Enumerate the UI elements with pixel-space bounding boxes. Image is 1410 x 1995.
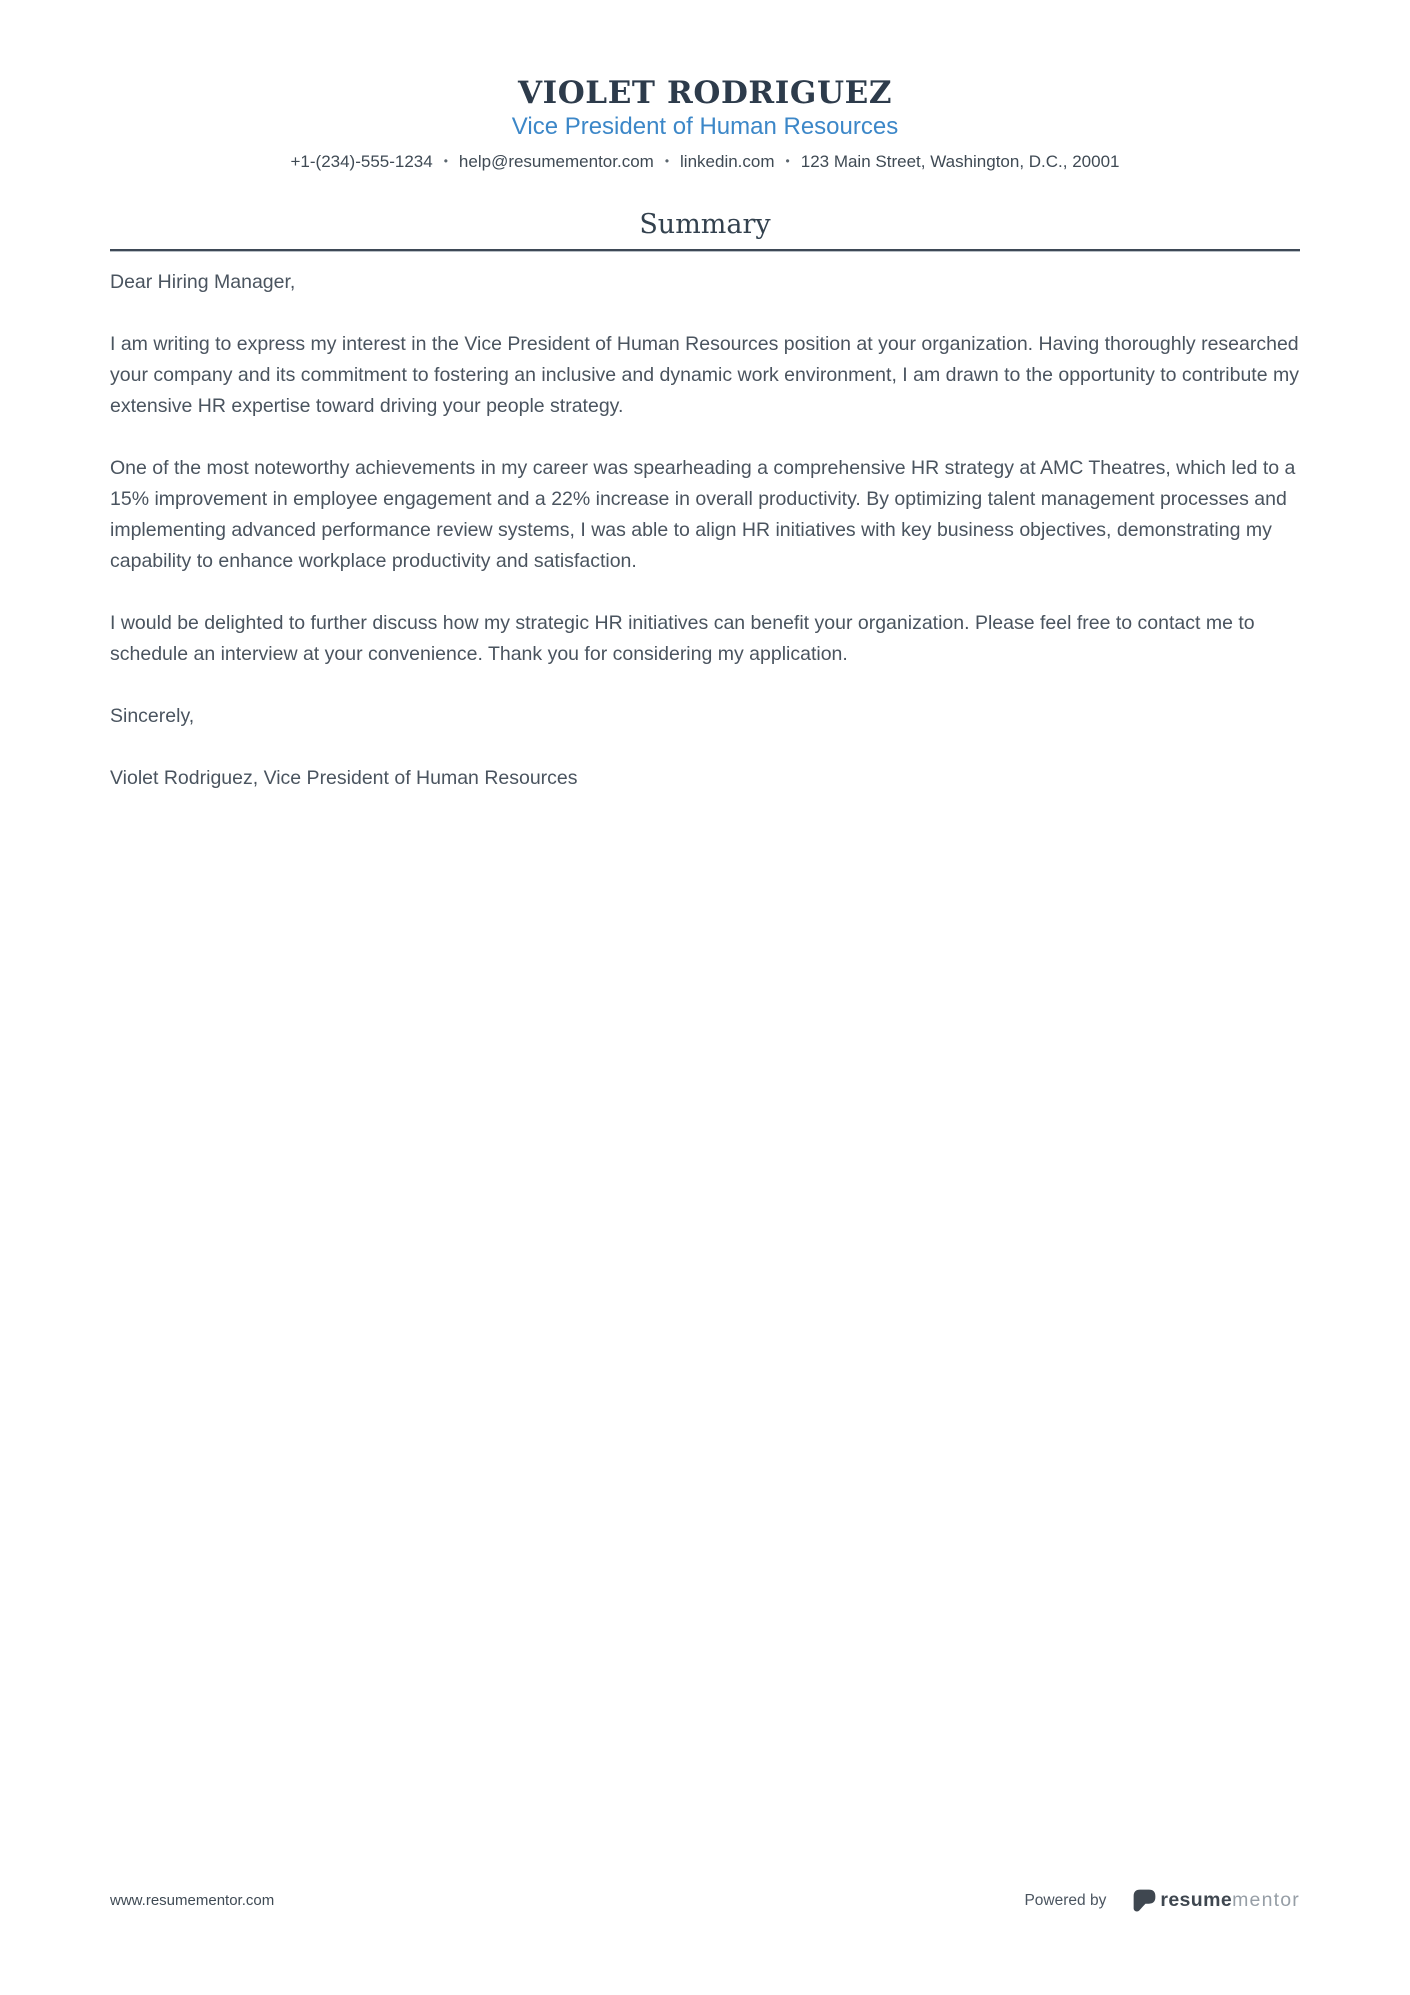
salutation: Dear Hiring Manager,	[110, 271, 296, 293]
resumementor-mark-icon	[1133, 1889, 1156, 1912]
footer-website-link[interactable]: www.resumementor.com	[110, 1892, 275, 1909]
letter-body	[110, 267, 1300, 794]
contact-address: 123 Main Street, Washington, D.C., 20001	[800, 152, 1120, 171]
signature-line: Violet Rodriguez, Vice President of Human Resources	[110, 767, 578, 789]
resumementor-logo[interactable]	[1133, 1889, 1300, 1912]
candidate-name: VIOLET RODRIGUEZ	[517, 75, 893, 111]
closing: Sincerely,	[110, 705, 195, 727]
page-footer	[0, 1889, 1410, 1912]
letter-paragraph: I am writing to express my interest in the Vice President of Human Resources position at your organization. Having thoroughly researched your company and its commitment to fostering an inclusive and dynamic work environment, I am drawn to the opportunity to contribute my extensive HR expertise toward driving your people strategy.	[110, 333, 1299, 417]
letter-paragraph: I would be delighted to further discuss how my strategic HR initiatives can benefit your organization. Please feel free to contact me to schedule an interview at your convenience. Thank you for considering my application.	[110, 612, 1255, 665]
logo-text-mentor: mentor	[1232, 1889, 1300, 1911]
section-title-summary: Summary	[639, 209, 771, 240]
contact-phone: +1-(234)-555-1234	[290, 152, 433, 171]
logo-text-resume: resume	[1160, 1889, 1233, 1911]
bullet-separator-icon: •	[664, 154, 670, 168]
footer-branding	[1024, 1889, 1300, 1912]
candidate-job-title: Vice President of Human Resources	[511, 113, 899, 140]
bullet-separator-icon: •	[785, 154, 790, 168]
section-divider	[110, 249, 1300, 251]
letter-paragraph: One of the most noteworthy achievements in my career was spearheading a comprehensive HR strategy at AMC Theatres, which led to a 15% improvement in employee engagement and a 22% increase in overall productivity. By optimizing talent management processes and implementing advanced performance review systems, I was able to align HR initiatives with key business objectives, demonstrating my capability to enhance workplace productivity and satisfaction.	[110, 457, 1296, 572]
powered-by-label: Powered by	[1024, 1891, 1107, 1909]
contact-email[interactable]: help@resumementor.com	[458, 152, 654, 171]
contact-linkedin[interactable]: linkedin.com	[680, 152, 775, 171]
document-header	[110, 0, 1300, 173]
bullet-separator-icon: •	[443, 154, 448, 168]
contact-line	[110, 150, 1300, 173]
